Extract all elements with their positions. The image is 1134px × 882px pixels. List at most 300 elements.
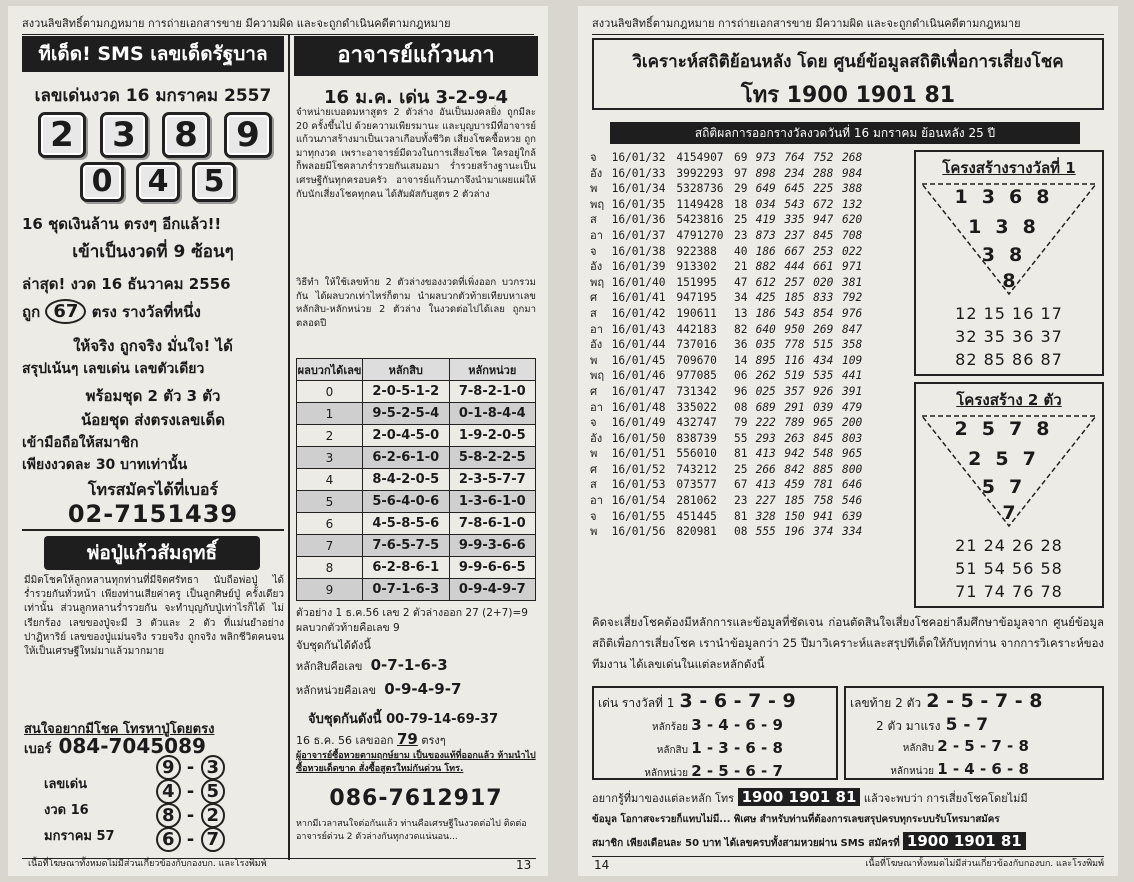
stats-cell: 913302 [676, 260, 717, 274]
units-value: 0-9-4-9-7 [384, 680, 462, 698]
stats-cell: 16/01/33 [611, 166, 666, 180]
table-header: หลักหน่วย [449, 359, 536, 381]
table-cell: 6-2-8-6-1 [363, 557, 450, 579]
stats-cell: 16/01/48 [611, 400, 666, 414]
stats-cell: 020 [813, 275, 834, 289]
structure-2-title: โครงสร้าง 2 ตัว [956, 391, 1062, 409]
stats-cell: 971 [841, 260, 863, 274]
stats-cell: 947 [813, 213, 834, 227]
table-cell: 5-6-4-0-6 [363, 491, 450, 513]
stats-cell: 479 [841, 400, 863, 414]
result-line [296, 730, 536, 749]
structure-1-numbers: 12 15 16 17 32 35 36 37 82 85 86 87 [955, 304, 1063, 369]
page-number: 13 [516, 858, 532, 872]
table-header: ผลบวกได้เลข [297, 359, 363, 381]
table-cell: 9-5-2-5-4 [363, 403, 450, 425]
pho-draw-line: มกราคม 57 [44, 829, 115, 844]
pho-draw-line: เลขเด่น [44, 777, 88, 792]
formula-table [296, 358, 536, 601]
table-cell: 2-3-5-7-7 [449, 469, 536, 491]
stats-bar: สถิติผลการออกรางวัลงวดวันที่ 16 มกราคม ย้อนหลัง 25 ปี [610, 122, 1080, 144]
stats-cell: 5328736 [676, 182, 724, 196]
stats-cell: 18 [733, 197, 748, 211]
stats-cell: 441 [841, 369, 863, 383]
table-cell: 1-9-2-0-5 [449, 425, 536, 447]
tri-row: 257 [968, 448, 1050, 470]
stats-cell: 79 [733, 416, 748, 430]
table-cell: 7-8-2-1-0 [449, 381, 536, 403]
stats-row [590, 431, 920, 447]
stats-cell: 293 [755, 431, 776, 445]
stats-cell: 965 [813, 416, 834, 430]
stats-cell: 873 [755, 228, 776, 242]
stats-row [590, 212, 920, 228]
stats-cell: 035 [755, 338, 776, 352]
stats-cell: 40 [733, 244, 748, 258]
stats-row [590, 477, 920, 493]
stats-cell: 16/01/54 [611, 494, 666, 508]
stats-cell: 281062 [676, 494, 717, 508]
hit-suffix: ตรง รางวัลที่หนึ่ง [91, 303, 201, 321]
stats-cell: 842 [784, 462, 805, 476]
stats-cell: ส [590, 306, 597, 320]
stats-cell: 022 [841, 244, 863, 258]
stats-cell: 97 [733, 166, 748, 180]
promo-line: สรุปเน้นๆ เลขเด่น เลขตัวเดียว [22, 361, 205, 377]
digit-box: 0 [80, 162, 124, 202]
stats-cell: 672 [813, 197, 834, 211]
table-row [297, 491, 536, 513]
table-cell: 5-8-2-2-5 [449, 447, 536, 469]
table-row [297, 535, 536, 557]
result-suffix: ตรงๆ [421, 734, 446, 747]
stats-row [590, 384, 920, 400]
table-row [297, 447, 536, 469]
stats-cell: 16/01/43 [611, 322, 666, 336]
table-cell: 2 [297, 425, 363, 447]
buy-text: ผู้อาจารย์ซื้อหวยตามฤกษ์ยาม เป็นของแท้ที่ออกแล้ว ห้ามนำไปซื้อหวยเด็ดขาด สั่งซื้อสูตรใหม่กันด่วน โทร. [296, 751, 536, 774]
stats-cell: 291 [784, 400, 805, 414]
prize1-title: เด่น รางวัลที่ 1 [598, 696, 675, 710]
stats-cell: 16/01/52 [611, 462, 666, 476]
stats-cell: 08 [733, 400, 748, 414]
stats-cell: 334 [841, 525, 863, 539]
stats-cell: 792 [841, 291, 863, 305]
stats-row [590, 353, 920, 369]
promo-line: 16 ชุดเงินล้าน ตรงๆ อีกแล้ว!! [22, 215, 222, 233]
stats-cell: 838739 [676, 431, 717, 445]
stats-cell: 803 [841, 431, 863, 445]
stats-cell: 16/01/36 [611, 213, 666, 227]
phone-highlight[interactable]: 1900 1901 81 [738, 788, 861, 806]
stats-cell: 67 [733, 478, 748, 492]
stats-cell: 16/01/42 [611, 306, 666, 320]
table-cell: 0 [297, 381, 363, 403]
prize1-box [592, 686, 838, 780]
stats-cell: 5423816 [676, 213, 724, 227]
stats-cell: 16/01/56 [611, 525, 666, 539]
stats-cell: 16/01/40 [611, 275, 666, 289]
stats-cell: 419 [755, 213, 776, 227]
stats-cell: 16/01/46 [611, 369, 666, 383]
footer-note: เนื้อที่โฆษณาทั้งหมดไม่มีส่วนเกี่ยวข้องกับกองบก. และโรงพิมพ์ [865, 859, 1104, 869]
stats-cell: 950 [784, 322, 805, 336]
promo-line: ให้จริง ถูกจริง มั่นใจ! ได้ [73, 337, 233, 355]
stats-cell: 789 [784, 416, 805, 430]
stats-cell: พ [590, 353, 598, 367]
stats-cell: 973 [755, 151, 776, 164]
stats-cell: 328 [755, 509, 776, 523]
table-cell: 4 [297, 469, 363, 491]
stats-cell: 196 [784, 525, 805, 539]
page-13 [8, 6, 548, 876]
stats-cell: 132 [841, 197, 863, 211]
stats-cell: 025 [755, 384, 776, 398]
stats-cell: 116 [784, 353, 805, 367]
stats-cell: 519 [784, 369, 805, 383]
stats-cell: 29 [733, 182, 748, 196]
tens-value: 0-7-1-6-3 [370, 656, 448, 674]
pho-pair: 8 - 2 [156, 804, 266, 828]
hit-number: 67 [45, 299, 86, 324]
table-cell: 2-0-5-1-2 [363, 381, 450, 403]
stats-cell: 374 [813, 525, 834, 539]
stats-cell: 16/01/50 [611, 431, 666, 445]
stats-row [590, 290, 920, 306]
stats-cell: 743212 [676, 462, 717, 476]
stats-cell: 413 [755, 447, 776, 461]
stats-cell: 639 [841, 509, 863, 523]
stats-cell: 185 [784, 291, 805, 305]
stats-cell: 459 [784, 478, 805, 492]
stats-cell: อา [590, 494, 604, 508]
table-cell: 0-7-1-6-3 [363, 579, 450, 601]
table-cell: 5 [297, 491, 363, 513]
promo-line: ล่าสุด! งวด 16 ธันวาคม 2556 [22, 275, 231, 293]
stats-cell: 752 [813, 151, 834, 164]
stats-cell: 543 [784, 197, 805, 211]
stats-cell: พฤ [590, 197, 605, 211]
stats-cell: 82 [733, 322, 748, 336]
tens-line [296, 656, 536, 675]
stats-cell: 16/01/45 [611, 353, 666, 367]
stats-cell: 96 [733, 384, 748, 398]
stats-row [590, 150, 920, 166]
stats-cell: 151995 [676, 275, 717, 289]
example-pair: จับชุดกันได้ดังนี้ [296, 639, 371, 652]
title-line-2: โทร 1900 1901 81 [740, 83, 956, 108]
stats-cell: 820981 [676, 525, 717, 539]
stats-cell: อา [590, 322, 604, 336]
table-cell: 2-0-4-5-0 [363, 425, 450, 447]
kaew-sub: 16 ม.ค. เด่น 3-2-9-4 [323, 87, 509, 108]
kaew-bottom: หากมีเวลาสนใจต่อกันแล้ว ท่านคือเศรษฐีในงวดต่อไป ติดต่ออาจารย์ด่วน 2 ตัวล่างกันทุกงวดแน่นอน... [296, 819, 527, 842]
title-box [592, 38, 1104, 110]
stats-cell: 882 [755, 260, 776, 274]
stats-cell: 16/01/47 [611, 384, 666, 398]
pho-interest: สนใจอยากมีโชค โทรหาปู่โดยตรง [24, 722, 215, 737]
stats-cell: 977085 [676, 369, 717, 383]
table-cell: 7-8-6-1-0 [449, 513, 536, 535]
apply-phone[interactable]: 02-7151439 [67, 500, 239, 528]
stats-row [590, 322, 920, 338]
stats-cell: 645 [784, 182, 805, 196]
stats-cell: 926 [813, 384, 834, 398]
prize1-head [598, 690, 832, 713]
page-number: 14 [594, 858, 610, 872]
stats-row [590, 337, 920, 353]
stats-cell: 288 [813, 166, 834, 180]
stats-row [590, 259, 920, 275]
stats-cell: 4154907 [676, 151, 724, 164]
structure-2 [914, 382, 1104, 608]
tri-row: 8 [1002, 270, 1016, 292]
stats-cell: 335 [784, 213, 805, 227]
stats-cell: 3992293 [676, 166, 724, 180]
two-digit-box [844, 686, 1104, 780]
stats-cell: 186 [755, 244, 776, 258]
stats-row [590, 166, 920, 182]
stats-row [590, 493, 920, 509]
bottom-line-1: อยากรู้ที่มาของแต่ละหลัก โทร 1900 1901 81 แล้วจะพบว่า การเสี่ยงโชคโดยไม่มี [592, 788, 1028, 806]
table-header: หลักสิบ [363, 359, 450, 381]
stats-cell: 34 [733, 291, 748, 305]
table-row [297, 469, 536, 491]
structure-1-title: โครงสร้างรางวัลที่ 1 [942, 159, 1076, 177]
stats-cell: 708 [841, 228, 863, 242]
stats-cell: 185 [784, 494, 805, 508]
stats-cell: 847 [841, 322, 863, 336]
tri-row: 2578 [954, 418, 1064, 440]
units-line [296, 680, 536, 699]
stats-cell: 555 [755, 525, 776, 539]
prize1-rows: หลักร้อย 3 - 4 - 6 - 9 หลักสิบ 1 - 3 - 6 - 8 หลักหน่วย 2 - 5 - 6 - 7 [644, 716, 783, 780]
stats-cell: พ [590, 447, 598, 461]
stats-row [590, 181, 920, 197]
stats-cell: อา [590, 400, 604, 414]
stats-row [590, 244, 920, 260]
digit-box: 4 [136, 162, 180, 202]
stats-cell: 451445 [676, 509, 717, 523]
stats-cell: 885 [813, 462, 834, 476]
stats-cell: 81 [733, 509, 748, 523]
phone-highlight[interactable]: 1900 1901 81 [903, 832, 1026, 850]
stats-cell: 758 [813, 494, 834, 508]
stats-cell: 898 [755, 166, 776, 180]
stats-cell: 268 [841, 151, 863, 164]
table-cell: 7 [297, 535, 363, 557]
stats-cell: 781 [813, 478, 834, 492]
hit-line [22, 300, 284, 324]
stats-cell: 237 [784, 228, 805, 242]
stats-cell: 391 [841, 384, 863, 398]
pho-text: มีมิตโชคให้ลูกหลานทุกท่านที่มีจิตศรัทธา นับถือพ่อปู่ ได้ร่ำรวยกันทั่วหน้า เพียงท่านเสียค่าครู เป็นลูกศิษย์ปู่ ครั้งเดียวเท่านั้น ส่วนลูกหลานร่ำรวยกัน จะทำบุญกับปู่เท่าไรก็ได้ ไม่เรียกร้อง เลขของปู่จะมี 3 ตัวและ 2 ตัว ที่แม่นยำอย่างปาฏิหาริย์ เลขของปู่แม่นจริง รวยจริง ถูกจริง พลิกชีวิตคนจนให้เป็นเศรษฐีใหม่มาแล้วมากมาย [24, 575, 284, 658]
two-digit-title: เลขท้าย 2 ตัว [850, 696, 922, 710]
stats-cell: 269 [813, 322, 834, 336]
stats-cell: 266 [755, 462, 776, 476]
stats-cell: อา [590, 228, 604, 242]
stats-cell: 661 [813, 260, 834, 274]
stats-row [590, 306, 920, 322]
stats-cell: ศ [590, 384, 598, 398]
table-cell: 0-1-8-4-4 [449, 403, 536, 425]
pairs-result: จับชุดกันดังนี้ 00-79-14-69-37 [308, 712, 499, 727]
stats-cell: ส [590, 213, 597, 227]
stats-cell: 200 [841, 416, 863, 430]
table-cell: 6 [297, 513, 363, 535]
stats-cell: 778 [784, 338, 805, 352]
digit-box: 5 [192, 162, 236, 202]
stats-cell: 23 [733, 494, 748, 508]
tri-row: 57 [981, 476, 1037, 498]
result-prefix: 16 ธ.ค. 56 เลขออก [296, 734, 394, 747]
promo-line: พร้อมชุด 2 ตัว 3 ตัว [85, 387, 221, 405]
stats-cell: จ [590, 151, 597, 164]
footer-note: เนื้อที่โฆษณาทั้งหมดไม่มีส่วนเกี่ยวข้องกับกองบก. และโรงพิมพ์ [28, 859, 267, 869]
stats-list [590, 150, 920, 540]
structure-2-numbers: 21 24 26 28 51 54 56 58 71 74 76 78 [955, 536, 1063, 601]
digits-row-2 [68, 162, 248, 202]
analysis-paragraph: คิดจะเสี่ยงโชคต้องมีหลักการและข้อมูลที่ชัดเจน ก่อนตัดสินใจเสี่ยงโชคอย่าลืมศึกษาข้อมูลจาก ศูนย์ข้อมูลสถิติเพื่อการเสี่ยงโชค เรานำข้อมูลกว่า 25 ปีมาวิเคราะห์และสรุปทีเด็ดให้กับทุกท่าน จากการวิเคราะห์ของทีมงาน ได้เลขเด่นในแต่ละหลักดังนี้ [592, 615, 1104, 671]
stats-cell: 800 [841, 462, 863, 476]
two-digit-rows: หลักสิบ 2 - 5 - 7 - 8 หลักหน่วย 1 - 4 - 6 - 8 [890, 737, 1029, 778]
kaew-banner: อาจารย์แก้วนภา [294, 36, 538, 76]
stats-row [590, 197, 920, 213]
tri-row: 38 [981, 244, 1037, 266]
table-row [297, 513, 536, 535]
stats-cell: 845 [813, 228, 834, 242]
bottom-line-2: ข้อมูล โอกาสจะรวยก็แทบไม่มี... พิเศษ สำหรับท่านที่ต้องการเลขสรุปครบทุกระบบรับโทรมาสมัคร [592, 814, 1000, 825]
stats-cell: 381 [841, 275, 863, 289]
table-row [297, 579, 536, 601]
stats-cell: 731342 [676, 384, 717, 398]
stats-cell: 25 [733, 213, 748, 227]
stats-cell: 515 [813, 338, 834, 352]
pho-phone[interactable]: 084-7045089 [58, 734, 206, 758]
stats-cell: 36 [733, 338, 748, 352]
title-line-1: วิเคราะห์สถิติย้อนหลัง โดย ศูนย์ข้อมูลสถิติเพื่อการเสี่ยงโชค [632, 52, 1064, 72]
stats-cell: 16/01/34 [611, 182, 666, 196]
stats-cell: 08 [733, 525, 748, 539]
stats-cell: 034 [755, 197, 776, 211]
stats-cell: 432747 [676, 416, 717, 430]
stats-cell: 16/01/32 [611, 151, 666, 164]
stats-cell: 425 [755, 291, 776, 305]
stats-cell: 689 [755, 400, 776, 414]
stats-cell: 190611 [676, 306, 717, 320]
prize1-main: 3 - 6 - 7 - 9 [679, 690, 796, 712]
stats-row [590, 509, 920, 525]
stats-cell: 222 [755, 416, 776, 430]
two-digit-strong: 2 ตัว มาแรง 5 - 7 [876, 715, 989, 735]
stats-cell: พ [590, 182, 598, 196]
tens-label: หลักสิบคือเลข [296, 660, 363, 673]
table-row [297, 381, 536, 403]
table-cell: 7-6-5-7-5 [363, 535, 450, 557]
table-cell: 3 [297, 447, 363, 469]
units-label: หลักหน่วยคือเลข [296, 684, 377, 697]
stats-row [590, 446, 920, 462]
stats-cell: 81 [733, 447, 748, 461]
stats-cell: ศ [590, 291, 598, 305]
stats-row [590, 400, 920, 416]
stats-cell: 444 [784, 260, 805, 274]
draw-title: เลขเด่นงวด 16 มกราคม 2557 [34, 86, 272, 106]
promo-line: น้อยชุด ส่งตรงเลขเด็ด [81, 411, 225, 429]
pho-banner: พ่อปู่แก้วสัมฤทธิ์ [44, 536, 260, 570]
apply-label: โทรสมัครได้ที่เบอร์ [87, 480, 219, 499]
pho-pair: 6 - 7 [156, 828, 266, 852]
stats-cell: 737016 [676, 338, 717, 352]
stats-cell: 976 [841, 306, 863, 320]
stats-cell: อัง [590, 260, 603, 274]
table-row [297, 557, 536, 579]
stats-cell: 25 [733, 462, 748, 476]
stats-cell: จ [590, 509, 597, 523]
stats-cell: 620 [841, 213, 863, 227]
stats-cell: 13 [733, 306, 748, 320]
stats-cell: 357 [784, 384, 805, 398]
stats-cell: 23 [733, 228, 748, 242]
table-cell: 9-9-3-6-6 [449, 535, 536, 557]
stats-cell: 16/01/35 [611, 197, 666, 211]
table-cell: 6-2-6-1-0 [363, 447, 450, 469]
stats-cell: พฤ [590, 369, 605, 383]
stats-cell: ศ [590, 462, 598, 476]
pho-phone-label: เบอร์ [24, 742, 52, 757]
promo-line: เข้ามือถือให้สมาชิก [22, 435, 139, 451]
digit-box: 8 [162, 112, 210, 158]
stats-cell: 06 [733, 369, 748, 383]
digit-box: 2 [38, 112, 86, 158]
two-digit-main: 2 - 5 - 7 - 8 [926, 690, 1043, 712]
stats-cell: 263 [784, 431, 805, 445]
stats-cell: 69 [733, 151, 748, 164]
stats-cell: ส [590, 478, 597, 492]
stats-cell: 1149428 [676, 197, 724, 211]
stats-cell: อัง [590, 431, 603, 445]
stats-cell: 55 [733, 431, 748, 445]
stats-cell: 21 [733, 260, 748, 274]
digit-box: 3 [100, 112, 148, 158]
kaew-phone[interactable]: 086-7612917 [329, 786, 503, 811]
pho-draw-line: งวด 16 [44, 803, 89, 818]
stats-cell: อัง [590, 338, 603, 352]
tri-row: 1368 [954, 186, 1064, 208]
stats-cell: 225 [813, 182, 834, 196]
copyright-header: สงวนลิขสิทธิ์ตามกฎหมาย การถ่ายเอกสารขาย มีความผิด และจะถูกดำเนินคดีตามกฎหมาย [22, 14, 534, 35]
stats-cell: 442183 [676, 322, 717, 336]
stats-cell: 413 [755, 478, 776, 492]
stats-row [590, 462, 920, 478]
stats-cell: 16/01/53 [611, 478, 666, 492]
stats-cell: 234 [784, 166, 805, 180]
stats-row [590, 228, 920, 244]
stats-cell: 16/01/38 [611, 244, 666, 258]
stats-cell: 764 [784, 151, 805, 164]
hit-prefix: ถูก [22, 303, 41, 321]
stats-cell: 941 [813, 509, 834, 523]
stats-cell: 335022 [676, 400, 717, 414]
example-text: ตัวอย่าง 1 ธ.ค.56 เลข 2 ตัวล่างออก 27 (2+7)=9 ผลบวกตัวท้ายคือเลข 9 [296, 607, 528, 634]
table-cell: 8-4-2-0-5 [363, 469, 450, 491]
stats-cell: 16/01/51 [611, 447, 666, 461]
stats-cell: 039 [813, 400, 834, 414]
structure-1 [914, 150, 1104, 376]
stats-cell: 253 [813, 244, 834, 258]
stats-cell: อัง [590, 166, 603, 180]
stats-cell: 073577 [676, 478, 717, 492]
